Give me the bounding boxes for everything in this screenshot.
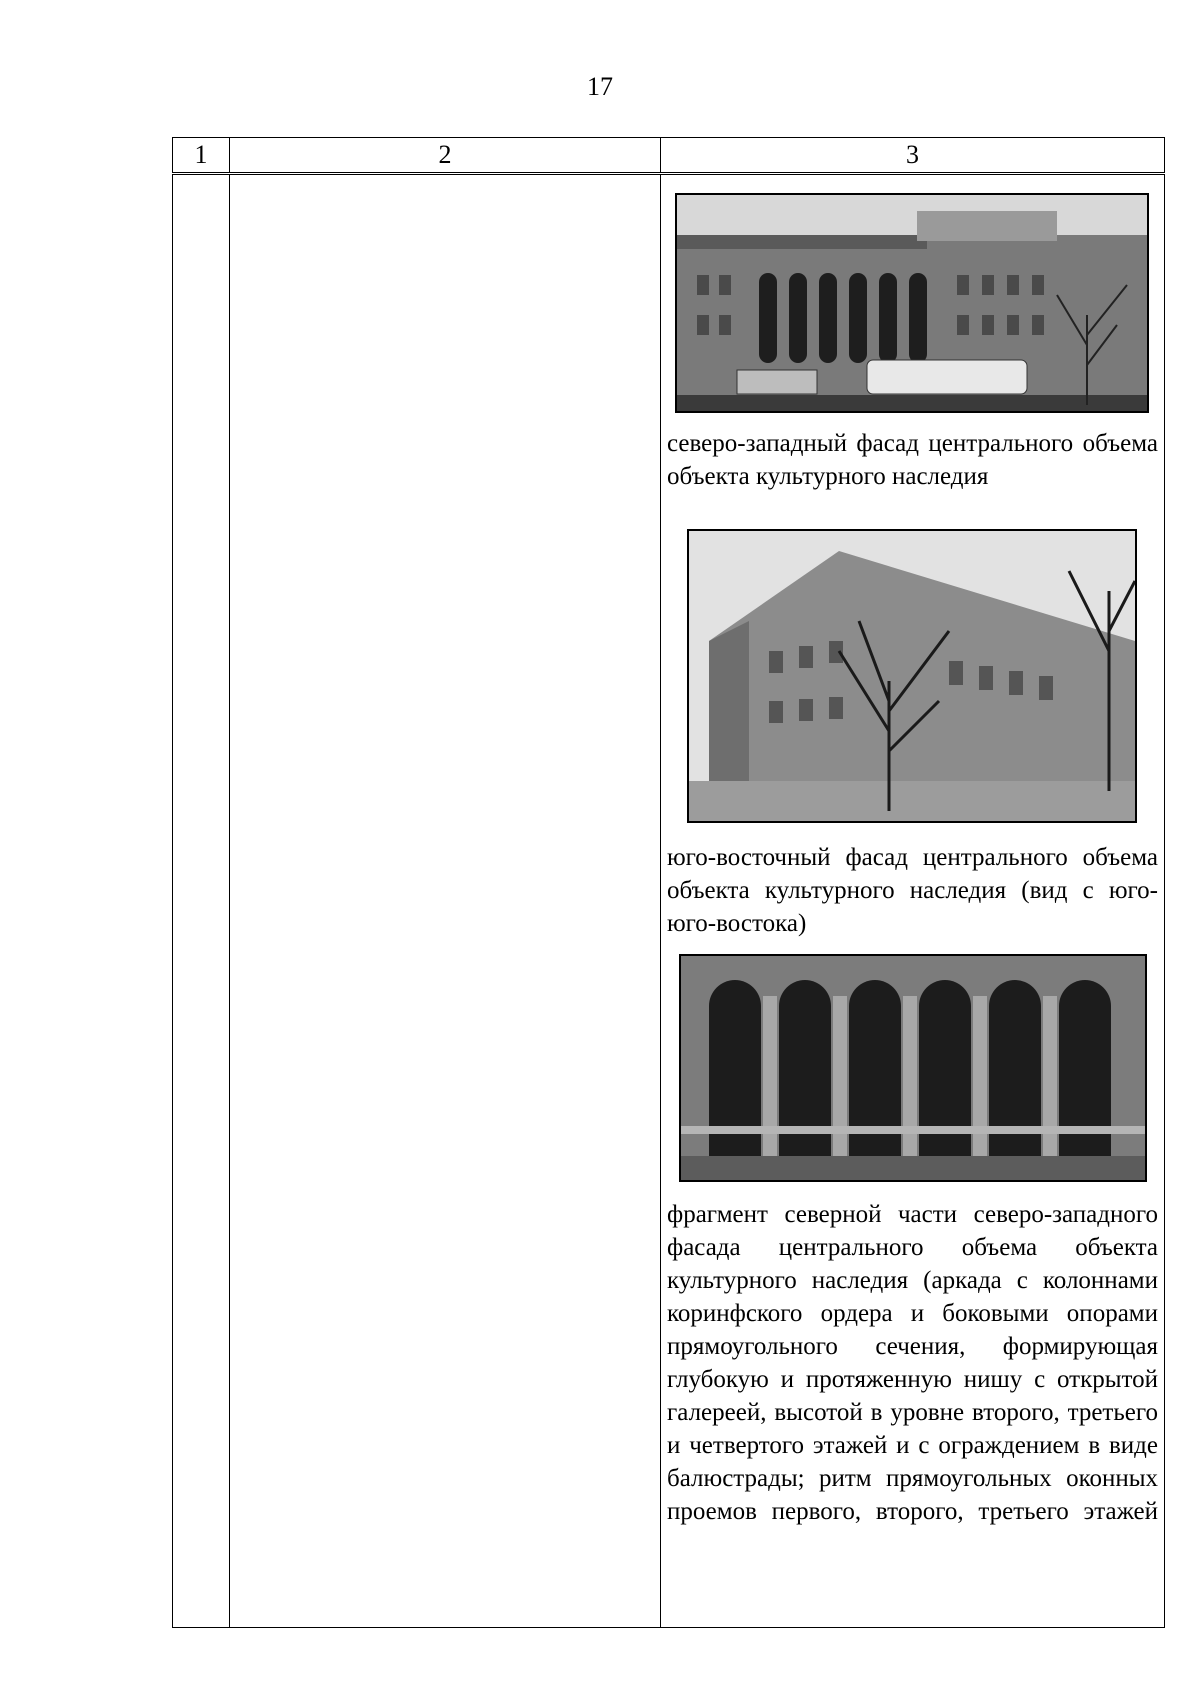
table-header-row: [173, 138, 1165, 174]
photo-caption: юго-восточный фасад центрального объема объекта культурного наследия (вид с юго-юго-востока): [667, 844, 1158, 937]
building-photo-icon: [677, 195, 1147, 411]
cell-column-3: [661, 174, 1165, 1628]
cell-column-1: [173, 174, 230, 1628]
page-number: 17: [587, 72, 613, 101]
column-header-3: 3: [661, 138, 1165, 174]
column-header-2: 2: [230, 138, 661, 174]
photo-arcade-fragment: [679, 954, 1147, 1182]
table-row: [173, 174, 1165, 1628]
arcade-photo-icon: [681, 956, 1145, 1180]
photo-caption: фрагмент северной части северо-западного фасада центрального объема объекта культурного наследия (аркада с колоннами коринфского ордера и боковыми опорами прямоугольного сечения, формирующая глубокую и протяженную нишу с открытой галереей, высотой в уровне второго, третьего и четвертого этажей и с ограждением в виде балюстрады; ритм прямоугольных оконных проемов первого, второго, третьего этажей: [667, 1201, 1158, 1525]
photo-southeast-facade: [687, 529, 1137, 823]
building-photo-icon: [689, 531, 1135, 821]
column-header-1: 1: [173, 138, 230, 174]
cell-column-2: [230, 174, 661, 1628]
photo-northwest-facade: [675, 193, 1149, 413]
document-table: [172, 137, 1165, 1628]
photo-caption: северо-западный фасад центрального объема объекта культурного наследия: [667, 430, 1158, 490]
